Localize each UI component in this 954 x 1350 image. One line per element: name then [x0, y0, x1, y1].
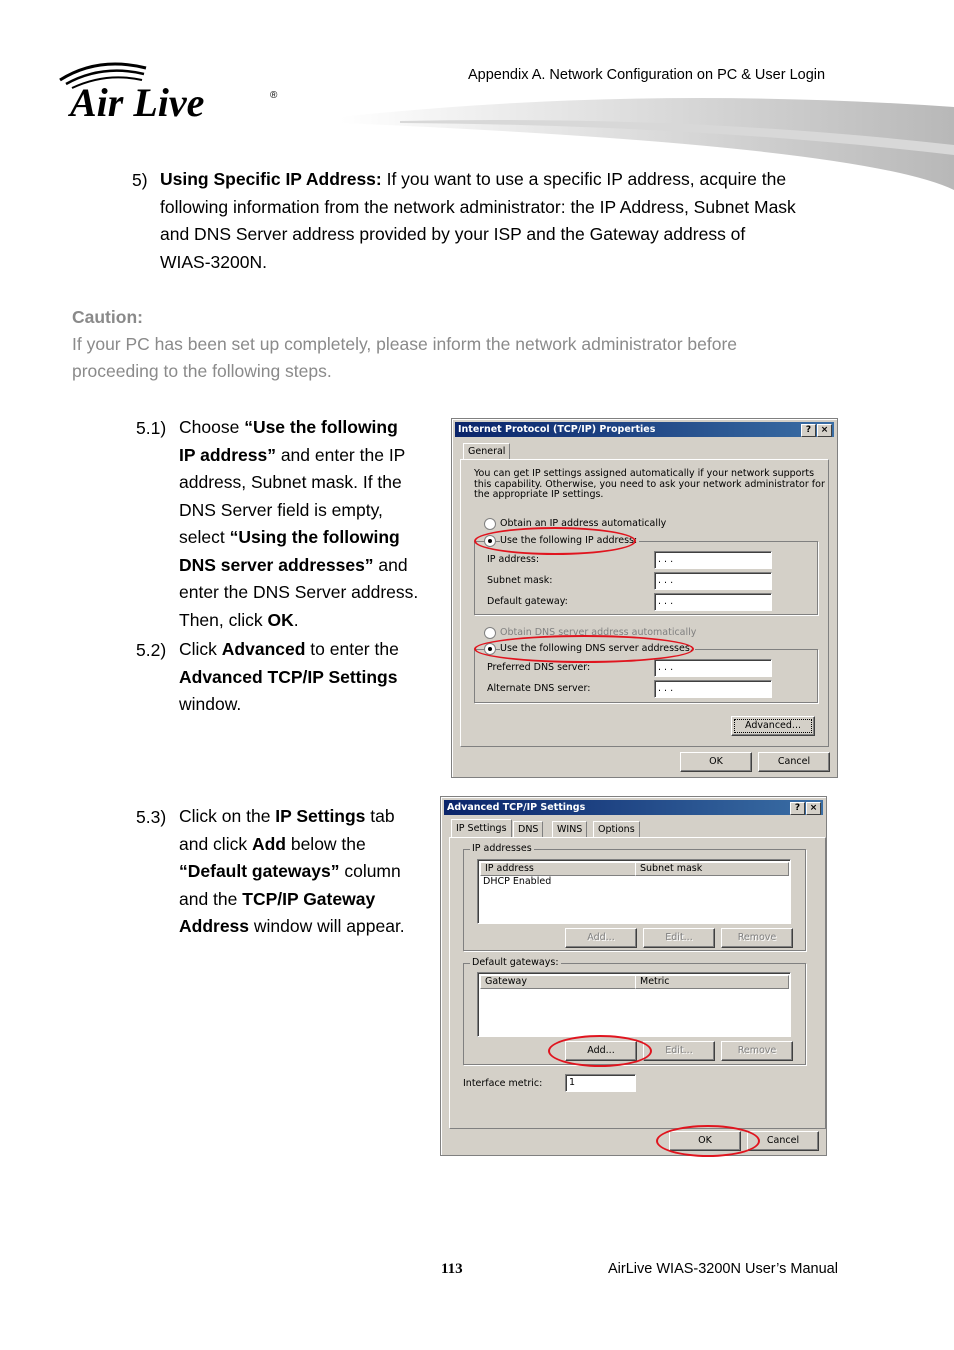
close-icon[interactable]: × — [817, 424, 832, 437]
highlight-ellipse — [548, 1035, 652, 1067]
step-number: 5.2) — [136, 640, 167, 660]
tab-ip-settings[interactable]: IP Settings — [451, 819, 512, 837]
add-gateway-button[interactable]: Add... — [565, 1041, 637, 1061]
tcpip-properties-dialog — [451, 418, 838, 778]
svg-text:Air Live: Air Live — [70, 80, 205, 125]
help-icon[interactable]: ? — [790, 802, 805, 815]
edit-gateway-button[interactable]: Edit... — [643, 1041, 715, 1061]
step-number: 5.1) — [136, 418, 167, 438]
ip-address-label: IP address: — [487, 554, 540, 565]
add-ip-button[interactable]: Add... — [565, 928, 637, 948]
radio-use-ip-label: Use the following IP address: — [500, 535, 638, 546]
dialog-description: You can get IP settings assigned automatically if your network supports this capability. Otherwise, you need to ask your network administrator for the appropriate IP settings. — [474, 468, 825, 500]
tab-options[interactable]: Options — [593, 821, 640, 837]
step-number: 5) — [132, 170, 148, 190]
highlight-ellipse — [474, 527, 636, 555]
cancel-button[interactable]: Cancel — [758, 752, 830, 772]
remove-ip-button[interactable]: Remove — [721, 928, 793, 948]
alternate-dns-field[interactable]: . . . — [654, 680, 772, 698]
dialog-titlebar: Advanced TCP/IP Settings ? × — [444, 800, 823, 815]
close-icon[interactable]: × — [806, 802, 821, 815]
svg-text:®: ® — [270, 90, 278, 101]
page-number: 113 — [441, 1261, 463, 1277]
radio-obtain-ip-label: Obtain an IP address automatically — [500, 518, 667, 529]
tab-dns[interactable]: DNS — [513, 821, 543, 837]
gateway-list[interactable] — [477, 972, 791, 1037]
ip-addresses-group-label: IP addresses — [472, 843, 532, 854]
list-item[interactable]: DHCP Enabled — [483, 876, 552, 887]
column-header[interactable]: Subnet mask — [635, 862, 789, 876]
dialog-titlebar: Internet Protocol (TCP/IP) Properties ? × — [455, 422, 834, 437]
default-gateways-group-label: Default gateways: — [472, 957, 559, 968]
step5-text: Using Specific IP Address: If you want to use a specific IP address, acquire the following information from the network administrator: the IP Address, Subnet Mask and DNS Server address provided by your ISP and the Gateway address of WIAS-3200N. — [160, 169, 796, 272]
radio-obtain-ip[interactable] — [484, 518, 496, 530]
advanced-tcpip-dialog — [440, 796, 827, 1156]
edit-ip-button[interactable]: Edit... — [643, 928, 715, 948]
ok-button[interactable]: OK — [669, 1131, 741, 1151]
header-title: Appendix A. Network Configuration on PC & User Login — [468, 67, 826, 83]
remove-gateway-button[interactable]: Remove — [721, 1041, 793, 1061]
alternate-dns-label: Alternate DNS server: — [487, 683, 591, 694]
step52-text: Click Advanced to enter the Advanced TCP/IP Settings window. — [179, 639, 399, 714]
step51-text: Choose “Use the following IP address” and enter the IP address, Subnet mask. If the DNS Server field is empty, select “Using the following DNS server addresses” and enter the DNS Server address. Then, click OK. — [179, 417, 419, 630]
preferred-dns-label: Preferred DNS server: — [487, 662, 591, 673]
tab-wins[interactable]: WINS — [552, 821, 587, 837]
step-number: 5.3) — [136, 807, 167, 827]
highlight-ellipse — [474, 635, 694, 663]
cancel-button[interactable]: Cancel — [747, 1131, 819, 1151]
tab-general[interactable]: General — [463, 443, 510, 459]
manual-title: AirLive WIAS-3200N User’s Manual — [608, 1261, 838, 1277]
default-gateway-field[interactable]: . . . — [654, 593, 772, 611]
column-header[interactable]: Gateway — [480, 975, 636, 989]
subnet-mask-label: Subnet mask: — [487, 575, 553, 586]
interface-metric-label: Interface metric: — [463, 1078, 543, 1089]
subnet-mask-field[interactable]: . . . — [654, 572, 772, 590]
ip-address-field[interactable]: . . . — [654, 551, 772, 569]
radio-use-dns-label: Use the following DNS server addresses: — [500, 643, 693, 654]
preferred-dns-field[interactable]: . . . — [654, 659, 772, 677]
ip-address-list[interactable] — [477, 859, 791, 924]
interface-metric-field[interactable]: 1 — [565, 1074, 636, 1092]
help-icon[interactable]: ? — [801, 424, 816, 437]
radio-obtain-dns[interactable] — [484, 627, 496, 639]
step53-text: Click on the IP Settings tab and click Add below the “Default gateways” column and the TCP/IP Gateway Address window will appear. — [179, 806, 405, 936]
default-gateway-label: Default gateway: — [487, 596, 568, 607]
radio-obtain-dns-label: Obtain DNS server address automatically — [500, 627, 697, 638]
highlight-ellipse — [656, 1125, 760, 1157]
airlive-logo — [58, 58, 298, 128]
advanced-button[interactable]: Advanced... — [731, 716, 815, 736]
column-header[interactable]: Metric — [635, 975, 789, 989]
ok-button[interactable]: OK — [680, 752, 752, 772]
caution-note: Caution: If your PC has been set up completely, please inform the network administrator before proceeding to the following steps. — [72, 307, 738, 381]
column-header[interactable]: IP address — [480, 862, 636, 876]
